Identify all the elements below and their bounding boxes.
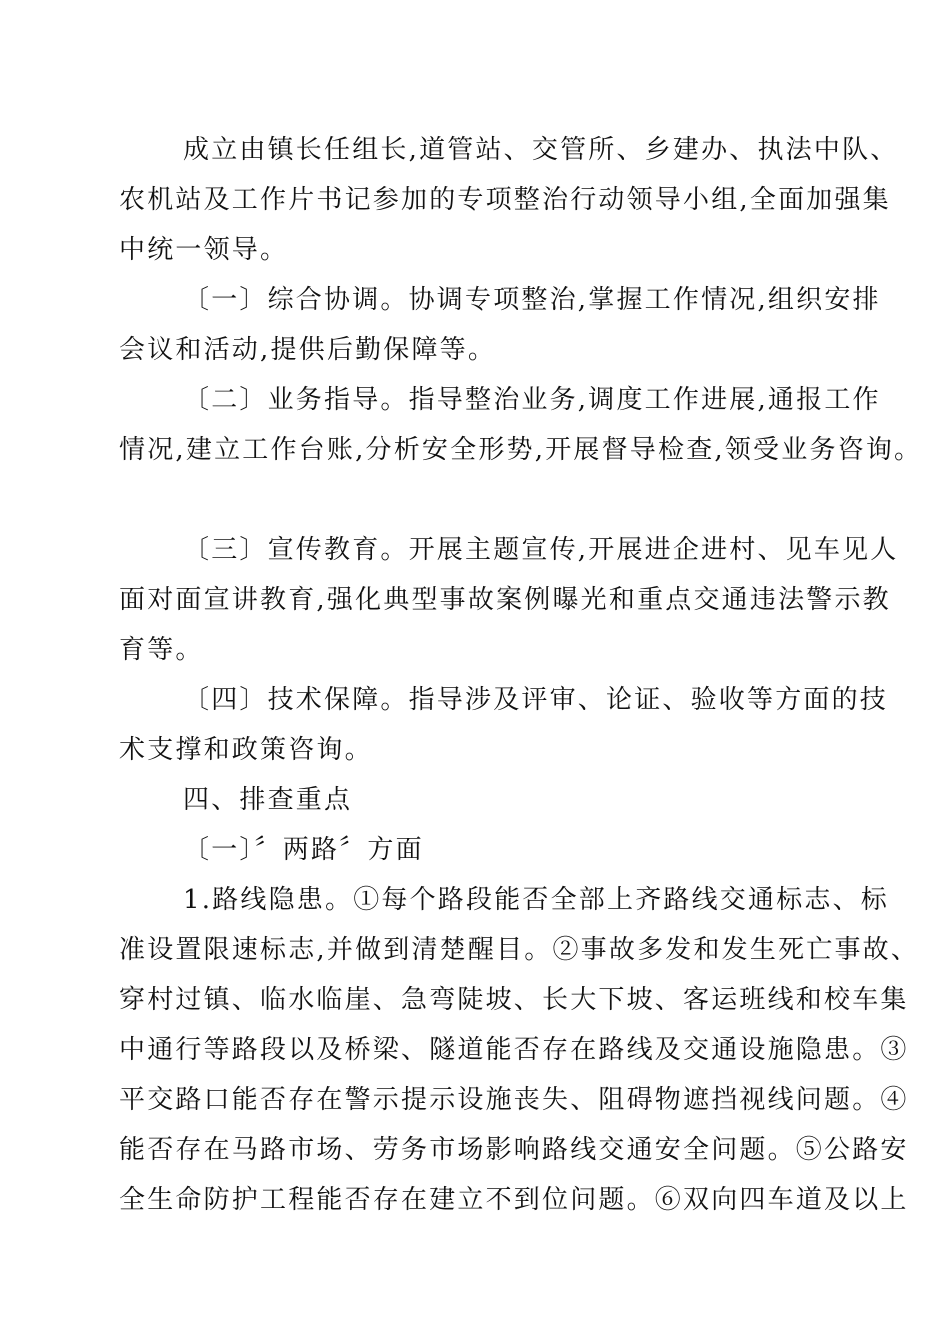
item-technical-line-2: 术支撑和政策咨询。 xyxy=(119,735,373,765)
item-route-hazards-line-3: 穿村过镇、临水临崖、急弯陡坡、长大下坡、客运班线和校车集 xyxy=(119,985,909,1015)
item-route-hazards-line-6: 能否存在马路市场、劳务市场影响路线交通安全问题。⑤公路安 xyxy=(119,1135,909,1165)
item-education-line-1: 〔三〕宣传教育。开展主题宣传,开展进企进村、见车见人 xyxy=(183,535,899,565)
item-technical-line-1: 〔四〕技术保障。指导涉及评审、论证、验收等方面的技 xyxy=(183,685,889,715)
item-route-hazards-line-2: 准设置限速标志,并做到清楚醒目。②事故多发和发生死亡事故、 xyxy=(119,935,920,965)
paragraph-leadership-line-2: 农机站及工作片书记参加的专项整治行动领导小组,全面加强集 xyxy=(119,185,891,215)
item-coordination-line-2: 会议和活动,提供后勤保障等。 xyxy=(119,335,497,365)
paragraph-leadership-line-3: 中统一领导。 xyxy=(119,235,289,265)
subsection-heading-two-roads: 〔一〕〞两路〞方面 xyxy=(183,835,424,865)
item-route-hazards-line-5: 平交路口能否存在警示提示设施丧失、阻碍物遮挡视线问题。④ xyxy=(119,1085,909,1115)
item-education-line-3: 育等。 xyxy=(119,635,204,665)
item-route-hazards-line-1: 1.路线隐患。①每个路段能否全部上齐路线交通标志、标 xyxy=(183,885,890,915)
paragraph-leadership-line-1: 成立由镇长任组长,道管站、交管所、乡建办、执法中队、 xyxy=(183,135,899,165)
item-education-line-2: 面对面宣讲教育,强化典型事故案例曝光和重点交通违法警示教 xyxy=(119,585,891,615)
item-guidance-line-2: 情况,建立工作台账,分析安全形势,开展督导检查,领受业务咨询。 xyxy=(119,435,923,465)
item-route-hazards-line-7: 全生命防护工程能否存在建立不到位问题。⑥双向四车道及以上 xyxy=(119,1185,909,1215)
item-coordination-line-1: 〔一〕综合协调。协调专项整治,掌握工作情况,组织安排 xyxy=(183,285,881,315)
item-guidance-line-1: 〔二〕业务指导。指导整治业务,调度工作进展,通报工作 xyxy=(183,385,881,415)
section-heading-inspection-focus: 四、排查重点 xyxy=(183,785,353,815)
item-route-hazards-line-4: 中通行等路段以及桥梁、隧道能否存在路线及交通设施隐患。③ xyxy=(119,1035,909,1065)
